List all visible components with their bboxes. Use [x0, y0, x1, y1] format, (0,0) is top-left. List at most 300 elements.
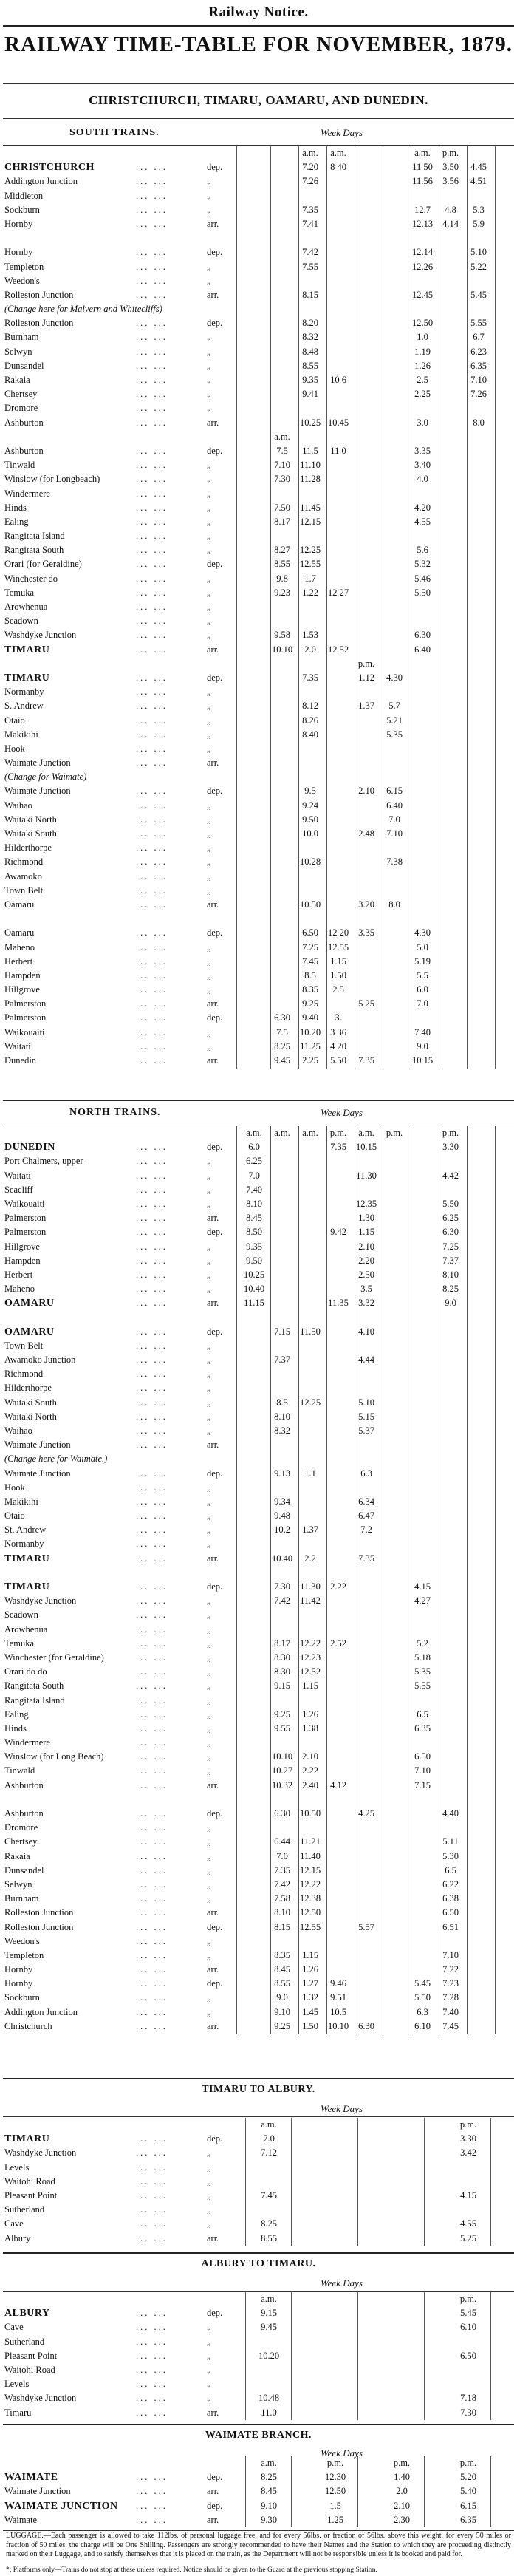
station-name: Washdyke Junction — [4, 2147, 77, 2158]
timetable-row — [3, 1552, 514, 1566]
station-name: Waitati — [4, 1170, 31, 1181]
leader-dots: ... ... — [136, 2350, 168, 2361]
dep-arr-marker: „ — [207, 403, 211, 414]
timetable-row — [3, 1906, 514, 1920]
time-cell: 6.50 — [442, 1907, 459, 1918]
time-cell: 11.56 — [412, 176, 433, 187]
time-cell: 9.42 — [330, 1227, 346, 1238]
time-cell: 5.55 — [414, 1680, 431, 1691]
leader-dots: ... ... — [136, 1935, 168, 1946]
time-cell: 9.25 — [274, 1708, 290, 1720]
route-rule — [3, 118, 514, 119]
time-cell: 6.30 — [274, 1012, 290, 1023]
leader-dots: ... ... — [136, 842, 168, 853]
waimate-timetable — [3, 2456, 514, 2527]
time-cell: p.m. — [459, 2294, 477, 2304]
leader-dots: ... ... — [136, 2364, 168, 2375]
dep-arr-marker: „ — [207, 1184, 211, 1195]
time-cell: 10.20 — [299, 1026, 321, 1037]
time-cell: 3.56 — [442, 176, 459, 187]
time-cell: 8.25 — [274, 1040, 290, 1052]
time-cell: 8.10 — [246, 1198, 262, 1209]
station-name: Rolleston Junction — [4, 289, 74, 300]
timetable-row — [3, 1892, 514, 1906]
station-name: Hillgrove — [4, 1241, 40, 1252]
leader-dots: ... ... — [136, 2472, 168, 2483]
leader-dots: ... ... — [136, 757, 168, 769]
dep-arr-marker: „ — [207, 1864, 211, 1875]
dep-arr-marker: „ — [207, 1524, 211, 1536]
timetable-row — [3, 515, 514, 529]
time-cell: 11.15 — [244, 1298, 264, 1309]
dep-arr-marker: „ — [207, 1822, 211, 1833]
leader-dots: ... ... — [136, 672, 168, 683]
time-cell: a.m. — [302, 1128, 318, 1138]
station-name: Winslow (for Longbeach) — [4, 474, 100, 485]
time-cell: a.m. — [261, 2119, 277, 2130]
time-cell: 2.5 — [332, 984, 344, 995]
time-cell: 6.30 — [274, 1808, 290, 1819]
column-rule — [357, 2118, 358, 2246]
time-cell: 12.52 — [299, 1666, 321, 1677]
leader-dots: ... ... — [136, 970, 168, 981]
time-cell: 8.5 — [276, 1397, 288, 1408]
dep-arr-marker: „ — [207, 2218, 211, 2229]
timetable-row — [3, 997, 514, 1011]
station-name: Ealing — [4, 516, 29, 527]
time-cell: 10.28 — [299, 856, 321, 868]
time-cell: 5.10 — [358, 1397, 374, 1408]
time-cell: 4.14 — [442, 218, 459, 229]
timetable-row — [3, 912, 514, 926]
time-cell: 9.10 — [274, 2006, 290, 2017]
time-cell: 7.18 — [460, 2393, 476, 2404]
time-cell: 7.35 — [330, 1142, 346, 1153]
timetable-row — [3, 274, 514, 288]
time-cell: 8 40 — [330, 162, 346, 173]
time-cell: p.m. — [357, 658, 375, 669]
time-cell: 9.45 — [261, 2322, 277, 2333]
leader-dots: ... ... — [136, 1496, 168, 1507]
leader-dots: ... ... — [136, 2514, 168, 2525]
station-name: Rangitata Island — [4, 531, 65, 542]
time-cell: 6.22 — [442, 1878, 459, 1890]
time-cell: 12.55 — [299, 559, 321, 570]
column-rule — [326, 146, 327, 1069]
timetable-row — [3, 1963, 514, 1977]
station-name: Waitaki North — [4, 814, 57, 825]
time-cell: 5.35 — [414, 1666, 431, 1677]
dep-arr-marker: arr. — [207, 2407, 219, 2418]
time-cell: 8.10 — [274, 1907, 290, 1918]
dep-arr-marker: dep. — [207, 2472, 223, 2483]
dep-arr-marker: „ — [207, 2006, 211, 2017]
time-cell: 11.30 — [300, 1581, 321, 1592]
leader-dots: ... ... — [136, 1255, 168, 1266]
column-rule — [490, 2118, 491, 2246]
time-cell: 6.47 — [358, 1510, 374, 1522]
timetable-row — [3, 1325, 514, 1339]
time-cell: 7.30 — [274, 1581, 290, 1592]
dep-arr-marker: „ — [207, 1694, 211, 1706]
leader-dots: ... ... — [136, 417, 168, 428]
timetable-row — [3, 983, 514, 997]
time-cell: 2.2 — [304, 1553, 316, 1564]
time-cell: a.m. — [302, 148, 318, 158]
dep-arr-marker: arr. — [207, 757, 219, 769]
time-cell: 4.8 — [445, 204, 456, 215]
time-cell: 8.10 — [442, 1269, 459, 1280]
dep-arr-marker: „ — [207, 2350, 211, 2361]
station-name: Waimate Junction — [4, 2486, 71, 2497]
dep-arr-marker: „ — [207, 1539, 211, 1550]
leader-dots: ... ... — [136, 1241, 168, 1252]
station-name: TIMARU — [4, 1553, 50, 1564]
timetable-row — [3, 2146, 514, 2160]
dep-arr-marker: „ — [207, 2204, 211, 2215]
station-name: Albury — [4, 2232, 31, 2243]
station-name: Waimate Junction — [4, 757, 71, 769]
dep-arr-marker: arr. — [207, 1779, 219, 1790]
station-name: Weedon's — [4, 275, 40, 286]
dep-arr-marker: „ — [207, 1723, 211, 1734]
time-cell: 6.40 — [386, 800, 403, 811]
section-label: NORTH TRAINS. — [69, 1107, 161, 1118]
time-cell: 6.3 — [417, 2006, 428, 2017]
timetable-row — [3, 742, 514, 756]
dep-arr-marker: dep. — [207, 559, 223, 570]
time-cell: 7.23 — [442, 1978, 459, 1989]
timetable-row — [3, 2118, 514, 2132]
time-cell: 6.10 — [460, 2322, 476, 2333]
time-cell: 10 15 — [411, 1055, 434, 1066]
time-cell: 3.20 — [358, 899, 374, 910]
timetable-row — [3, 1011, 514, 1025]
time-cell: 2.25 — [302, 1055, 318, 1066]
timetable-row — [3, 1850, 514, 1864]
dep-arr-marker: „ — [207, 1992, 211, 2003]
station-name: Tinwald — [4, 460, 35, 471]
station-name: Town Belt — [4, 885, 44, 896]
leader-dots: ... ... — [136, 2006, 168, 2017]
station-name: Hornby — [4, 218, 33, 229]
dep-arr-marker: „ — [207, 1241, 211, 1252]
time-cell: 12.15 — [299, 516, 321, 527]
dep-arr-marker: „ — [207, 587, 211, 598]
station-name: Burnham — [4, 332, 39, 343]
leader-dots: ... ... — [136, 176, 168, 187]
leader-dots: ... ... — [136, 559, 168, 570]
timetable-row — [3, 628, 514, 642]
leader-dots: ... ... — [136, 1921, 168, 1932]
leader-dots: ... ... — [136, 573, 168, 584]
time-cell: 12.55 — [299, 1921, 321, 1932]
dep-arr-marker: „ — [207, 2190, 211, 2201]
timetable-row — [3, 345, 514, 359]
albury-timaru-timetable — [3, 2292, 514, 2420]
dep-arr-marker: „ — [207, 1765, 211, 1776]
timetable-row — [3, 1807, 514, 1821]
timetable-row — [3, 189, 514, 203]
week-days-label: Week Days — [321, 2277, 363, 2289]
leader-dots: ... ... — [136, 1680, 168, 1691]
timaru-albury-timetable — [3, 2118, 514, 2246]
dep-arr-marker: „ — [207, 545, 211, 556]
dep-arr-marker: arr. — [207, 1907, 219, 1918]
time-cell: 5.32 — [414, 559, 431, 570]
station-name: Awamoko — [4, 870, 42, 882]
station-name: Pleasant Point — [4, 2190, 58, 2201]
time-cell: p.m. — [442, 148, 459, 158]
leader-dots: ... ... — [136, 686, 168, 698]
dep-arr-marker: arr. — [207, 289, 219, 300]
time-cell: 8.20 — [302, 318, 318, 329]
time-cell: 7.10 — [274, 460, 290, 471]
time-cell: 6.50 — [414, 1751, 431, 1762]
dep-arr-marker: dep. — [207, 1012, 223, 1023]
station-name: Makikihi — [4, 729, 38, 740]
dep-arr-marker: „ — [207, 701, 211, 712]
station-name: Waikouaiti — [4, 1026, 45, 1037]
luggage-note: LUGGAGE.—Each passenger is allowed to take 112lbs. of personal luggage free, and for every 56lbs. or fraction of 56lbs. above this weight, for every 50 miles or fraction of 50 miles, the charge will be One Shilling. Passengers are strongly recommended to have their Names and the Station to which they are proceeding distinctly marked on their Luggage, and to satisfy themselves that it is placed on the train, as the Department will not be responsible unless it is booked and paid for. — [6, 2532, 511, 2558]
timetable-row — [3, 2406, 514, 2420]
time-cell: 4.20 — [414, 502, 431, 513]
dep-arr-marker: „ — [207, 1040, 211, 1052]
timetable-row — [3, 941, 514, 955]
column-rule — [326, 1126, 327, 2034]
time-cell: 7.37 — [274, 1355, 290, 1365]
dep-arr-marker: „ — [207, 531, 211, 542]
time-cell: 6.15 — [460, 2500, 476, 2511]
leader-dots: ... ... — [136, 1992, 168, 2003]
station-name: Washdyke Junction — [4, 630, 77, 641]
station-name: ALBURY — [4, 2308, 50, 2320]
column-rule — [424, 2292, 425, 2420]
timetable-row — [3, 359, 514, 373]
time-cell: 12.55 — [327, 941, 349, 953]
station-name: Normanby — [4, 1539, 44, 1550]
leader-dots: ... ... — [136, 247, 168, 258]
timetable-row — [3, 2217, 514, 2231]
time-cell: 1.50 — [302, 2020, 318, 2031]
time-cell: a.m. — [274, 431, 290, 442]
timetable-row — [3, 316, 514, 330]
dep-arr-marker: „ — [207, 474, 211, 485]
time-cell: 8.30 — [274, 1666, 290, 1677]
time-cell: 11 0 — [330, 445, 346, 456]
time-cell: 7.45 — [442, 2020, 459, 2031]
time-cell: 7.35 — [358, 1055, 374, 1066]
station-name: Tinwald — [4, 1765, 35, 1776]
dep-arr-marker: „ — [207, 800, 211, 811]
station-name: Sutherland — [4, 2204, 45, 2215]
time-cell: 7.10 — [470, 375, 487, 385]
time-cell: 4.44 — [358, 1355, 374, 1365]
station-name: Rangitata South — [4, 545, 64, 556]
time-cell: 8.45 — [246, 1213, 262, 1224]
time-cell: 12.50 — [299, 1907, 321, 1918]
time-cell: 2.20 — [358, 1255, 374, 1266]
timetable-row — [3, 1694, 514, 1708]
time-cell: 10.32 — [271, 1779, 293, 1790]
timetable-row — [3, 1367, 514, 1381]
station-name: Hinds — [4, 502, 27, 513]
time-cell: 3.40 — [414, 460, 431, 471]
leader-dots: ... ... — [136, 1907, 168, 1918]
time-cell: 7.25 — [442, 1241, 459, 1252]
albury-timaru-header — [3, 2275, 514, 2289]
dep-arr-marker: „ — [207, 842, 211, 853]
page-title: RAILWAY TIME-TABLE FOR NOVEMBER, 1879. — [4, 33, 513, 56]
leader-dots: ... ... — [136, 1326, 168, 1337]
dep-arr-marker: arr. — [207, 1213, 219, 1224]
time-cell: 3.35 — [414, 445, 431, 456]
station-name: Arowhenua — [4, 1623, 48, 1635]
station-name: Dromore — [4, 1822, 38, 1833]
leader-dots: ... ... — [136, 955, 168, 967]
leader-dots: ... ... — [136, 984, 168, 995]
timetable-row — [3, 1523, 514, 1537]
time-cell: 8.25 — [261, 2472, 277, 2483]
time-cell: 9.58 — [274, 630, 290, 641]
timetable-row — [3, 1183, 514, 1197]
time-cell: 2.40 — [302, 1779, 318, 1790]
dep-arr-marker: dep. — [207, 1142, 223, 1153]
station-name: Arowhenua — [4, 602, 48, 612]
time-cell: 3.30 — [460, 2133, 476, 2144]
time-cell: 2.5 — [417, 375, 428, 385]
time-cell: 7.35 — [274, 1864, 290, 1875]
dep-arr-marker: „ — [207, 1935, 211, 1946]
time-cell: 3.32 — [358, 1298, 374, 1309]
dep-arr-marker: „ — [207, 1397, 211, 1408]
leader-dots: ... ... — [136, 644, 168, 655]
time-cell: 8.25 — [442, 1284, 459, 1295]
station-name: Levels — [4, 2379, 30, 2390]
column-rule — [490, 2456, 491, 2527]
time-cell: 7.0 — [276, 1850, 288, 1861]
time-cell: 8.48 — [302, 346, 318, 357]
timetable-row — [3, 1637, 514, 1651]
column-rule — [424, 2118, 425, 2246]
timetable-row — [3, 245, 514, 259]
station-name: DUNEDIN — [4, 1142, 55, 1154]
dep-arr-marker: „ — [207, 616, 211, 627]
leader-dots: ... ... — [136, 346, 168, 357]
dep-arr-marker: dep. — [207, 786, 223, 797]
time-cell: 1.50 — [330, 970, 346, 981]
leader-dots: ... ... — [136, 1850, 168, 1861]
timetable-row — [3, 1268, 514, 1282]
leader-dots: ... ... — [136, 1482, 168, 1493]
time-cell: 1.53 — [302, 630, 318, 641]
dep-arr-marker: arr. — [207, 998, 219, 1009]
timetable-row — [3, 1949, 514, 1963]
leader-dots: ... ... — [136, 1397, 168, 1408]
timetable-row — [3, 146, 514, 160]
time-cell: 1.30 — [358, 1213, 374, 1224]
timetable-row — [3, 2232, 514, 2246]
dep-arr-marker: dep. — [207, 1808, 223, 1819]
leader-dots: ... ... — [136, 2379, 168, 2390]
timetable-row — [3, 1793, 514, 1807]
station-name: Otaio — [4, 715, 25, 726]
timetable-row — [3, 1623, 514, 1637]
dep-arr-marker: dep. — [207, 1921, 223, 1932]
station-name: Waikouaiti — [4, 1198, 45, 1209]
timetable-row — [3, 2456, 514, 2470]
timetable-row — [3, 1736, 514, 1750]
leader-dots: ... ... — [136, 516, 168, 527]
leader-dots: ... ... — [136, 1708, 168, 1720]
dep-arr-marker: „ — [207, 1170, 211, 1181]
timetable-row — [3, 2175, 514, 2189]
dep-arr-marker: dep. — [207, 2308, 223, 2319]
dep-arr-marker: arr. — [207, 1055, 219, 1066]
timetable-row — [3, 174, 514, 188]
time-cell: 2.48 — [358, 828, 374, 839]
time-cell: 5.6 — [417, 545, 428, 556]
station-name: Palmerston — [4, 1227, 47, 1238]
dep-arr-marker: „ — [207, 502, 211, 513]
leader-dots: ... ... — [136, 2204, 168, 2215]
dep-arr-marker: dep. — [207, 247, 223, 258]
station-name: Ashburton — [4, 1779, 44, 1790]
leader-dots: ... ... — [136, 545, 168, 556]
leader-dots: ... ... — [136, 1723, 168, 1734]
time-cell: 7.50 — [274, 502, 290, 513]
time-cell: 5.19 — [414, 955, 431, 967]
time-cell: 10 6 — [330, 375, 346, 385]
time-cell: 3 36 — [330, 1026, 346, 1037]
time-cell: 5.37 — [358, 1425, 374, 1436]
station-name: Herbert — [4, 955, 33, 967]
leader-dots: ... ... — [136, 488, 168, 499]
timetable-row — [3, 2020, 514, 2034]
time-cell: 8.30 — [274, 1652, 290, 1663]
leader-dots: ... ... — [136, 1539, 168, 1550]
column-rule — [245, 2118, 246, 2246]
time-cell: 6.50 — [302, 927, 318, 938]
dep-arr-marker: dep. — [207, 1227, 223, 1238]
dep-arr-marker: „ — [207, 2147, 211, 2158]
leader-dots: ... ... — [136, 814, 168, 825]
dep-arr-marker: „ — [207, 190, 211, 201]
timetable-row — [3, 1977, 514, 1991]
column-rule — [236, 146, 237, 1069]
timetable-row — [3, 2391, 514, 2405]
time-cell: 10.2 — [274, 1524, 290, 1536]
time-cell: 1.40 — [394, 2472, 410, 2483]
time-cell: 5.40 — [460, 2486, 476, 2497]
station-name: Addington Junction — [4, 2006, 78, 2017]
time-cell: 12.38 — [299, 1893, 321, 1904]
time-cell: 11.30 — [356, 1170, 377, 1181]
time-cell: 9.51 — [330, 1992, 346, 2003]
column-rule — [245, 2292, 246, 2420]
time-cell: 12.23 — [299, 1652, 321, 1663]
dep-arr-marker: „ — [207, 389, 211, 400]
leader-dots: ... ... — [136, 445, 168, 456]
time-cell: 11.25 — [300, 1040, 321, 1052]
leader-dots: ... ... — [136, 1055, 168, 1066]
time-cell: 4.45 — [470, 162, 487, 173]
leader-dots: ... ... — [136, 1369, 168, 1380]
time-cell: 7.0 — [417, 998, 428, 1009]
timetable-row — [3, 444, 514, 458]
time-cell: 7.26 — [302, 176, 318, 187]
time-cell: 6.30 — [414, 630, 431, 641]
